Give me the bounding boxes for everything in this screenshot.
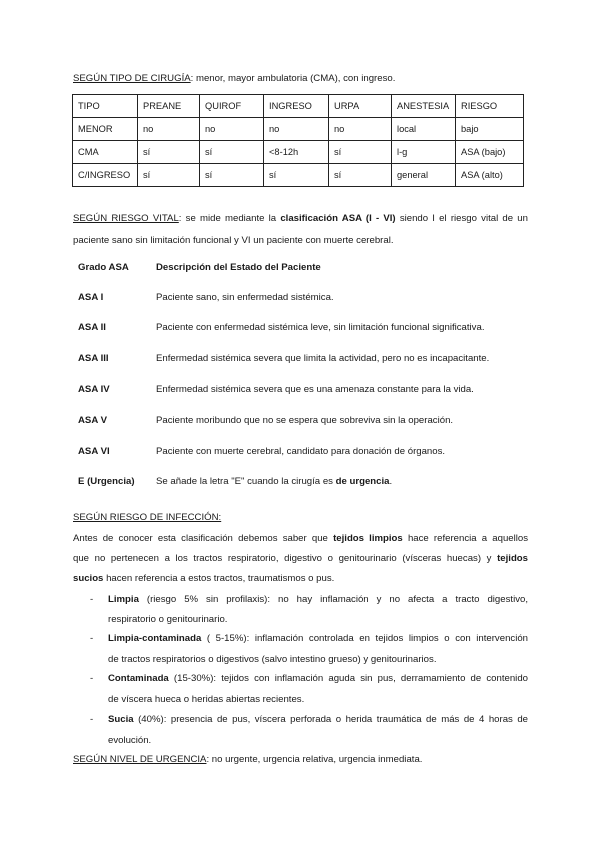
surgery-type-table bbox=[72, 94, 524, 187]
paragraph-text: Antes de conocer esta clasificación debemos saber que bbox=[73, 533, 334, 544]
table-cell: no bbox=[329, 118, 392, 141]
bullet-term: Sucia bbox=[108, 714, 134, 725]
bullet-text: ( 5-15%): inflamación controlada en tejidos limpios o con intervención bbox=[201, 633, 528, 644]
paragraph-line bbox=[73, 533, 528, 545]
paragraph-line bbox=[73, 573, 334, 585]
bullet-dash: - bbox=[90, 594, 94, 605]
tejidos-label: tejidos bbox=[497, 553, 528, 564]
asa-grade: E (Urgencia) bbox=[78, 476, 135, 487]
table-row bbox=[73, 164, 524, 187]
asa-col-grade: Grado ASA bbox=[78, 262, 129, 273]
asa-grade: ASA V bbox=[78, 415, 107, 426]
bullet-term: Limpia bbox=[108, 594, 139, 605]
table-cell: sí bbox=[329, 164, 392, 187]
table-row bbox=[73, 141, 524, 164]
section-text: : se mide mediante la bbox=[178, 213, 281, 224]
table-cell: no bbox=[138, 118, 200, 141]
asa-grade: ASA VI bbox=[78, 446, 110, 457]
bullet-term: Contaminada bbox=[108, 673, 169, 684]
table-cell: no bbox=[200, 118, 264, 141]
table-cell: sí bbox=[329, 141, 392, 164]
asa-desc: Enfermedad sistémica severa que es una amenaza constante para la vida. bbox=[156, 384, 474, 395]
bullet-item bbox=[108, 594, 528, 606]
table-cell: <8-12h bbox=[264, 141, 329, 164]
table-cell: local bbox=[392, 118, 456, 141]
bullet-text: (riesgo 5% sin profilaxis): no hay inflamación y no afecta a tracto digestivo, bbox=[138, 594, 528, 605]
section-text-line: paciente sano sin limitación funcional y VI un paciente con muerte cerebral. bbox=[73, 235, 394, 246]
section-text: : menor, mayor ambulatoria (CMA), con ingreso. bbox=[190, 73, 396, 84]
section-riesgo-infeccion bbox=[73, 512, 221, 524]
asa-desc: Paciente moribundo que no se espera que sobreviva sin la operación. bbox=[156, 415, 454, 426]
asa-row bbox=[78, 353, 489, 365]
section-heading: SEGÚN RIESGO DE INFECCIÓN: bbox=[73, 512, 222, 523]
asa-desc: Se añade la letra "E" cuando la cirugía es bbox=[156, 476, 336, 487]
asa-row bbox=[78, 384, 474, 396]
paragraph-text: hacen referencia a estos tractos, traumatismos o pus. bbox=[103, 573, 335, 584]
bullet-text-line: evolución. bbox=[108, 735, 152, 746]
asa-grade: ASA I bbox=[78, 292, 104, 303]
table-header-row bbox=[73, 95, 524, 118]
asa-desc: Enfermedad sistémica severa que limita la actividad, pero no es incapacitante. bbox=[156, 353, 490, 364]
asa-row bbox=[78, 446, 445, 458]
table-cell: C/INGRESO bbox=[73, 164, 138, 187]
paragraph-text: que no pertenecen a los tractos respiratorio, digestivo o genitourinario (vísceras huecas) y bbox=[73, 553, 498, 564]
asa-desc: Paciente sano, sin enfermedad sistémica. bbox=[156, 292, 334, 303]
bullet-text-line: respiratorio o genitourinario. bbox=[108, 614, 228, 625]
paragraph-line bbox=[73, 553, 528, 565]
bullet-text-line: de víscera hueca o heridas abiertas recientes. bbox=[108, 694, 305, 705]
table-header-cell: ANESTESIA bbox=[392, 95, 456, 118]
asa-desc: Paciente con muerte cerebral, candidato para donación de órganos. bbox=[156, 446, 446, 457]
section-text: : no urgente, urgencia relativa, urgencia inmediata. bbox=[206, 754, 423, 765]
table-header-cell: TIPO bbox=[73, 95, 138, 118]
table-cell: l-g bbox=[392, 141, 456, 164]
asa-row bbox=[78, 322, 484, 334]
bullet-item bbox=[108, 673, 528, 685]
bullet-term: Limpia-contaminada bbox=[108, 633, 202, 644]
bullet-item bbox=[108, 633, 528, 645]
asa-classification-label: clasificación ASA (I - VI) bbox=[280, 213, 396, 224]
asa-header-row bbox=[78, 262, 321, 274]
bullet-text-line: de tractos respiratorios o digestivos (salvo intestino grueso) y genitourinarios. bbox=[108, 654, 437, 665]
table-cell: sí bbox=[200, 141, 264, 164]
table-cell: ASA (alto) bbox=[456, 164, 524, 187]
tejidos-limpios-label: tejidos limpios bbox=[333, 533, 403, 544]
asa-grade: ASA IV bbox=[78, 384, 110, 395]
table-header-cell: INGRESO bbox=[264, 95, 329, 118]
section-heading: SEGÚN RIESGO VITAL bbox=[73, 213, 179, 224]
table-cell: sí bbox=[264, 164, 329, 187]
bullet-dash: - bbox=[90, 633, 94, 644]
table-cell: sí bbox=[138, 141, 200, 164]
table-header-cell: URPA bbox=[329, 95, 392, 118]
paragraph-text: hace referencia a aquellos bbox=[402, 533, 529, 544]
section-riesgo-vital bbox=[73, 213, 528, 225]
bullet-dash: - bbox=[90, 714, 94, 725]
table-header-cell: QUIROF bbox=[200, 95, 264, 118]
table-cell: sí bbox=[138, 164, 200, 187]
asa-col-desc: Descripción del Estado del Paciente bbox=[156, 262, 321, 273]
asa-row-urgent bbox=[78, 476, 392, 488]
bullet-text: (15-30%): tejidos con inflamación aguda sin pus, derramamiento de contenido bbox=[168, 673, 528, 684]
bullet-item bbox=[108, 714, 528, 726]
urgent-label: de urgencia bbox=[335, 476, 390, 487]
sucios-label: sucios bbox=[73, 573, 104, 584]
table-cell: ASA (bajo) bbox=[456, 141, 524, 164]
section-text: siendo I el riesgo vital de un bbox=[395, 213, 528, 224]
section-tipo-cirugia bbox=[73, 73, 395, 85]
section-nivel-urgencia bbox=[73, 754, 422, 766]
asa-desc-end: . bbox=[389, 476, 393, 487]
section-heading: SEGÚN TIPO DE CIRUGÍA bbox=[73, 73, 191, 84]
asa-grade: ASA III bbox=[78, 353, 109, 364]
table-cell: MENOR bbox=[73, 118, 138, 141]
bullet-dash: - bbox=[90, 673, 94, 684]
table-cell: bajo bbox=[456, 118, 524, 141]
section-heading: SEGÚN NIVEL DE URGENCIA bbox=[73, 754, 207, 765]
table-cell: CMA bbox=[73, 141, 138, 164]
asa-grade: ASA II bbox=[78, 322, 106, 333]
table-row bbox=[73, 118, 524, 141]
table-cell: no bbox=[264, 118, 329, 141]
table-cell: sí bbox=[200, 164, 264, 187]
bullet-text: (40%): presencia de pus, víscera perforada o herida traumática de más de 4 horas de bbox=[133, 714, 528, 725]
table-header-cell: RIESGO bbox=[456, 95, 524, 118]
asa-row bbox=[78, 292, 334, 304]
asa-row bbox=[78, 415, 453, 427]
asa-desc: Paciente con enfermedad sistémica leve, sin limitación funcional significativa. bbox=[156, 322, 485, 333]
table-header-cell: PREANE bbox=[138, 95, 200, 118]
table-cell: general bbox=[392, 164, 456, 187]
